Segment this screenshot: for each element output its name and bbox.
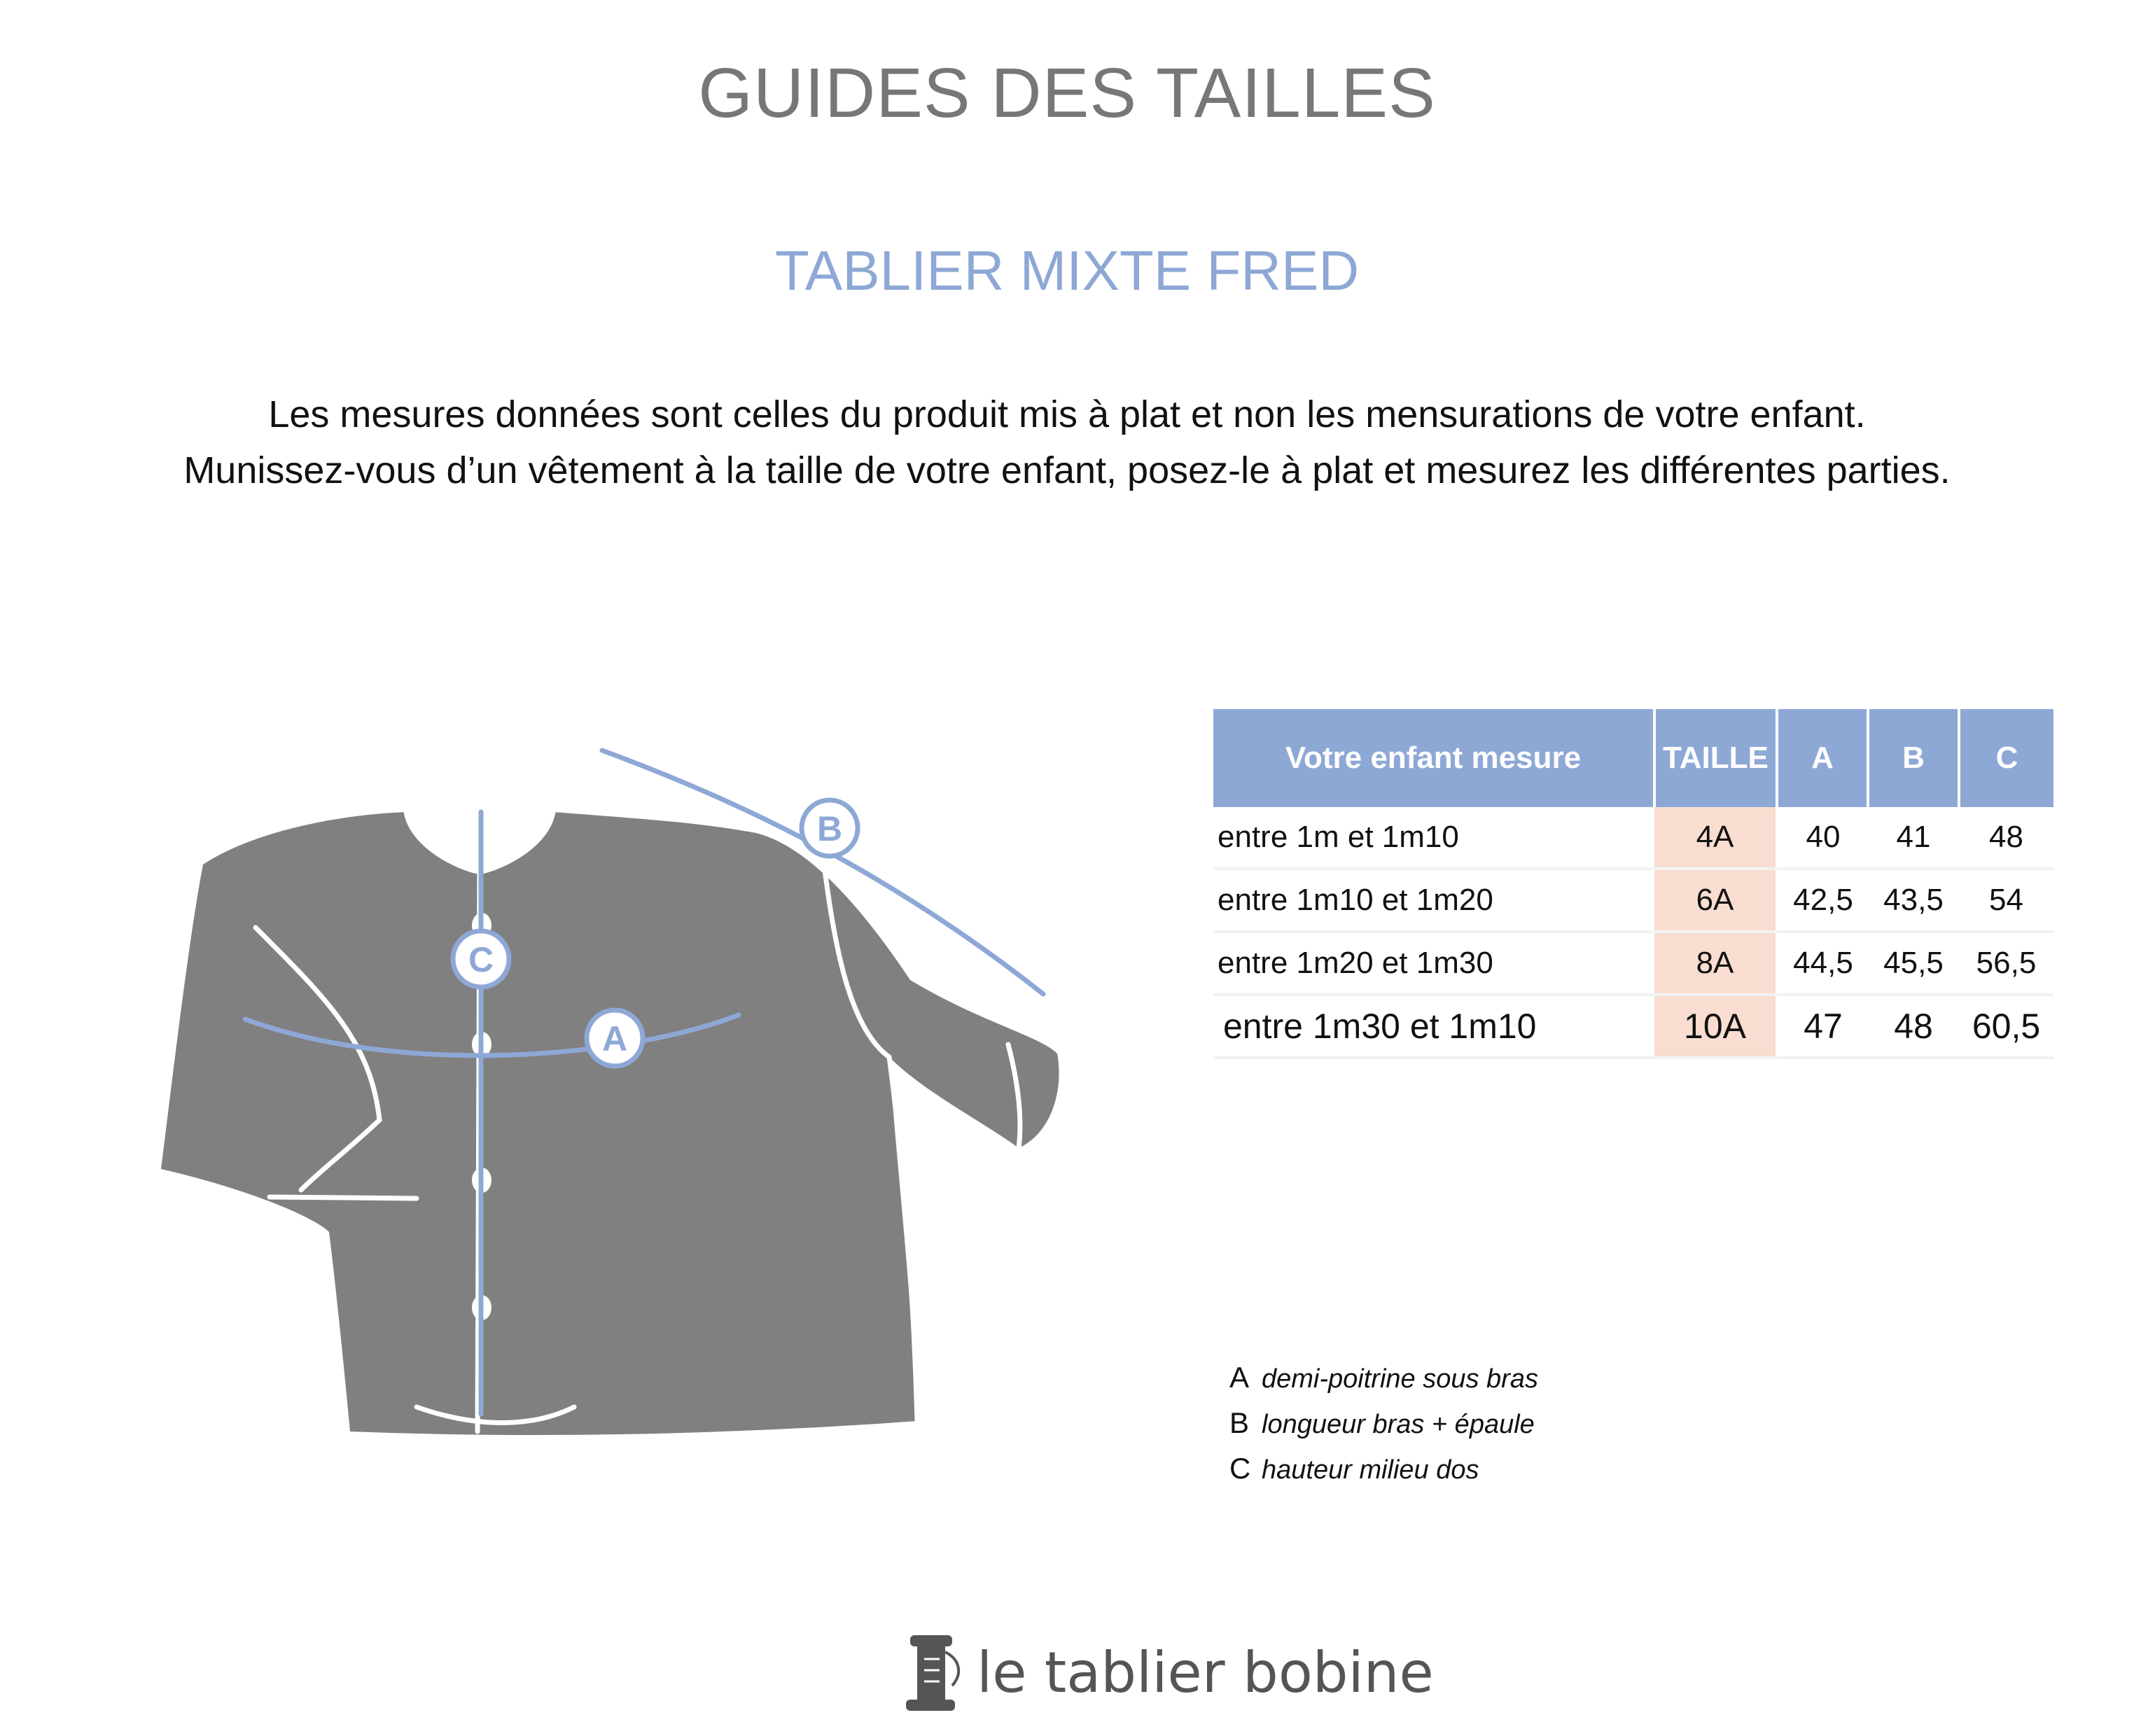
table-row: [1213, 869, 2053, 932]
garment-diagram: [140, 728, 1106, 1456]
legend-text: demi-poitrine sous bras: [1262, 1364, 1538, 1394]
marker-a: [587, 1010, 643, 1066]
size-table-header: [1213, 709, 2053, 807]
legend-item: [1229, 1400, 1538, 1446]
cell-c: 56,5: [1959, 932, 2053, 995]
page-title: GUIDES DES TAILLES: [698, 54, 1436, 132]
table-row: [1213, 932, 2053, 995]
cell-taille: 6A: [1654, 869, 1777, 932]
cell-c: 48: [1959, 807, 2053, 869]
cell-taille: 10A: [1654, 995, 1777, 1058]
legend-item: [1229, 1354, 1538, 1400]
header-c: C: [1959, 709, 2053, 807]
intro-line-1: Les mesures données sont celles du produit mis à plat et non les mensurations de votre enfant.: [268, 393, 1866, 435]
intro-line-2: Munissez-vous d’un vêtement à la taille de votre enfant, posez-le à plat et mesurez les différentes parties.: [183, 449, 1951, 491]
cell-b: 41: [1868, 807, 1959, 869]
cell-b: 48: [1868, 995, 1959, 1058]
cell-mesure: entre 1m20 et 1m30: [1213, 932, 1654, 995]
marker-b: [802, 800, 858, 856]
spool-icon: [903, 1631, 973, 1715]
cell-mesure: entre 1m et 1m10: [1213, 807, 1654, 869]
legend-item: [1229, 1446, 1538, 1491]
legend-letter: A: [1229, 1361, 1250, 1394]
table-row: [1213, 995, 2053, 1058]
cell-a: 42,5: [1777, 869, 1868, 932]
legend-letter: B: [1229, 1406, 1250, 1439]
cell-taille: 4A: [1654, 807, 1777, 869]
cell-a: 40: [1777, 807, 1868, 869]
cell-a: 47: [1777, 995, 1868, 1058]
legend-text: hauteur milieu dos: [1262, 1455, 1479, 1485]
product-name: TABLIER MIXTE FRED: [774, 239, 1360, 302]
cell-taille: 8A: [1654, 932, 1777, 995]
marker-c: [453, 931, 509, 987]
marker-b-label: B: [816, 809, 843, 848]
brand-logo: [903, 1631, 1434, 1715]
cell-c: 54: [1959, 869, 2053, 932]
header-a: A: [1777, 709, 1868, 807]
intro-text: [0, 386, 2134, 498]
cell-mesure: entre 1m10 et 1m20: [1213, 869, 1654, 932]
measurement-legend: [1229, 1354, 1538, 1491]
legend-text: longueur bras + épaule: [1262, 1410, 1535, 1439]
cell-a: 44,5: [1777, 932, 1868, 995]
legend-letter: C: [1229, 1452, 1251, 1485]
table-row: [1213, 807, 2053, 869]
marker-c-label: C: [468, 940, 494, 979]
garment-body: [161, 812, 1059, 1435]
size-table: [1213, 709, 2053, 1059]
header-mesure: Votre enfant mesure: [1213, 709, 1654, 807]
cell-b: 43,5: [1868, 869, 1959, 932]
header-b: B: [1868, 709, 1959, 807]
marker-a-label: A: [601, 1019, 628, 1058]
header-taille: TAILLE: [1654, 709, 1777, 807]
cell-mesure: entre 1m30 et 1m10: [1213, 995, 1654, 1058]
cell-b: 45,5: [1868, 932, 1959, 995]
logo-text: le tablier bobine: [977, 1640, 1434, 1705]
cell-c: 60,5: [1959, 995, 2053, 1058]
